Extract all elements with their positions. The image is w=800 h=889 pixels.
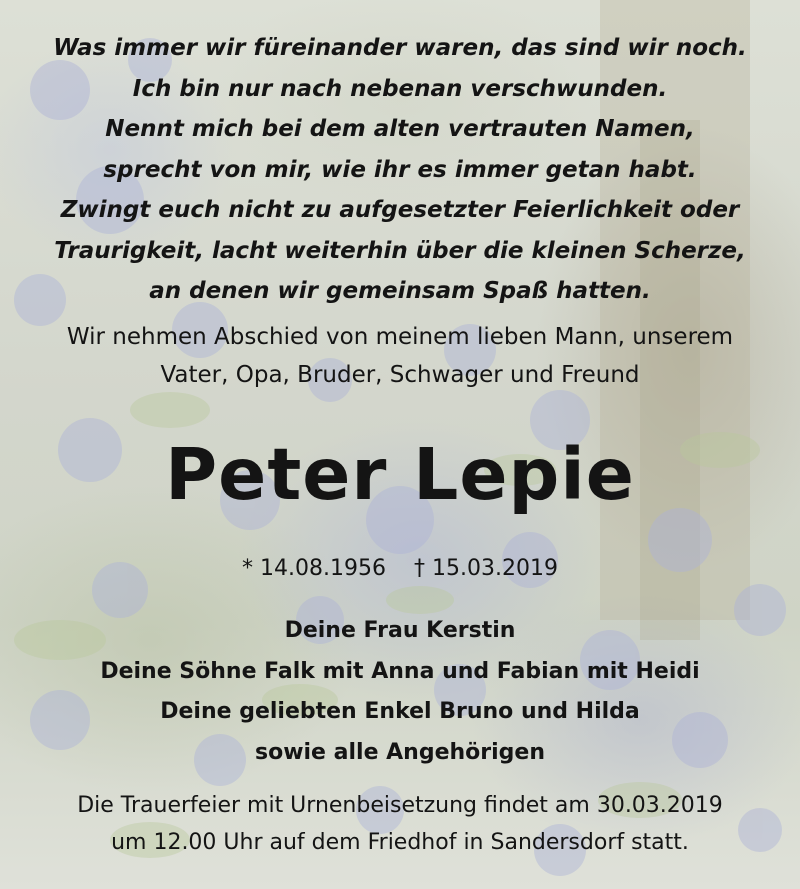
poem-line: an denen wir gemeinsam Spaß hatten. xyxy=(149,278,651,304)
poem-line: Ich bin nur nach nebenan verschwunden. xyxy=(132,75,668,102)
poem-line: Traurigkeit, lacht weiterhin über die kleinen Scherze, xyxy=(54,237,746,264)
poem-line: Zwingt euch nicht zu aufgesetzter Feierlichkeit oder xyxy=(60,197,740,223)
mourner-line: Deine Frau Kerstin xyxy=(284,618,516,643)
intro-line: Vater, Opa, Bruder, Schwager und Freund xyxy=(160,362,640,388)
mourner-line: Deine Söhne Falk mit Anna und Fabian mit Heidi xyxy=(100,658,700,684)
deceased-name: Peter Lepie xyxy=(165,433,635,516)
intro-line: Wir nehmen Abschied von meinem lieben Mann, unserem xyxy=(66,324,734,350)
death-cross-symbol: † xyxy=(414,556,425,581)
mourners-list xyxy=(0,611,800,773)
mourner-line: sowie alle Angehörigen xyxy=(254,739,546,765)
funeral-line: Die Trauerfeier mit Urnenbeisetzung findet am 30.03.2019 xyxy=(77,793,723,818)
death-date: 15.03.2019 xyxy=(432,556,558,581)
life-dates xyxy=(0,551,800,587)
funeral-info xyxy=(0,787,800,861)
birth-date: 14.08.1956 xyxy=(260,556,386,581)
poem xyxy=(0,28,800,312)
poem-line: sprecht von mir, wie ihr es immer getan habt. xyxy=(103,156,697,183)
funeral-line: um 12.00 Uhr auf dem Friedhof in Sandersdorf statt. xyxy=(111,830,689,855)
mourner-line: Deine geliebten Enkel Bruno und Hilda xyxy=(160,699,640,724)
birth-symbol: * xyxy=(242,556,254,581)
farewell-intro xyxy=(0,318,800,394)
poem-line: Nennt mich bei dem alten vertrauten Namen, xyxy=(105,116,695,142)
poem-line: Was immer wir füreinander waren, das sind wir noch. xyxy=(53,35,747,61)
